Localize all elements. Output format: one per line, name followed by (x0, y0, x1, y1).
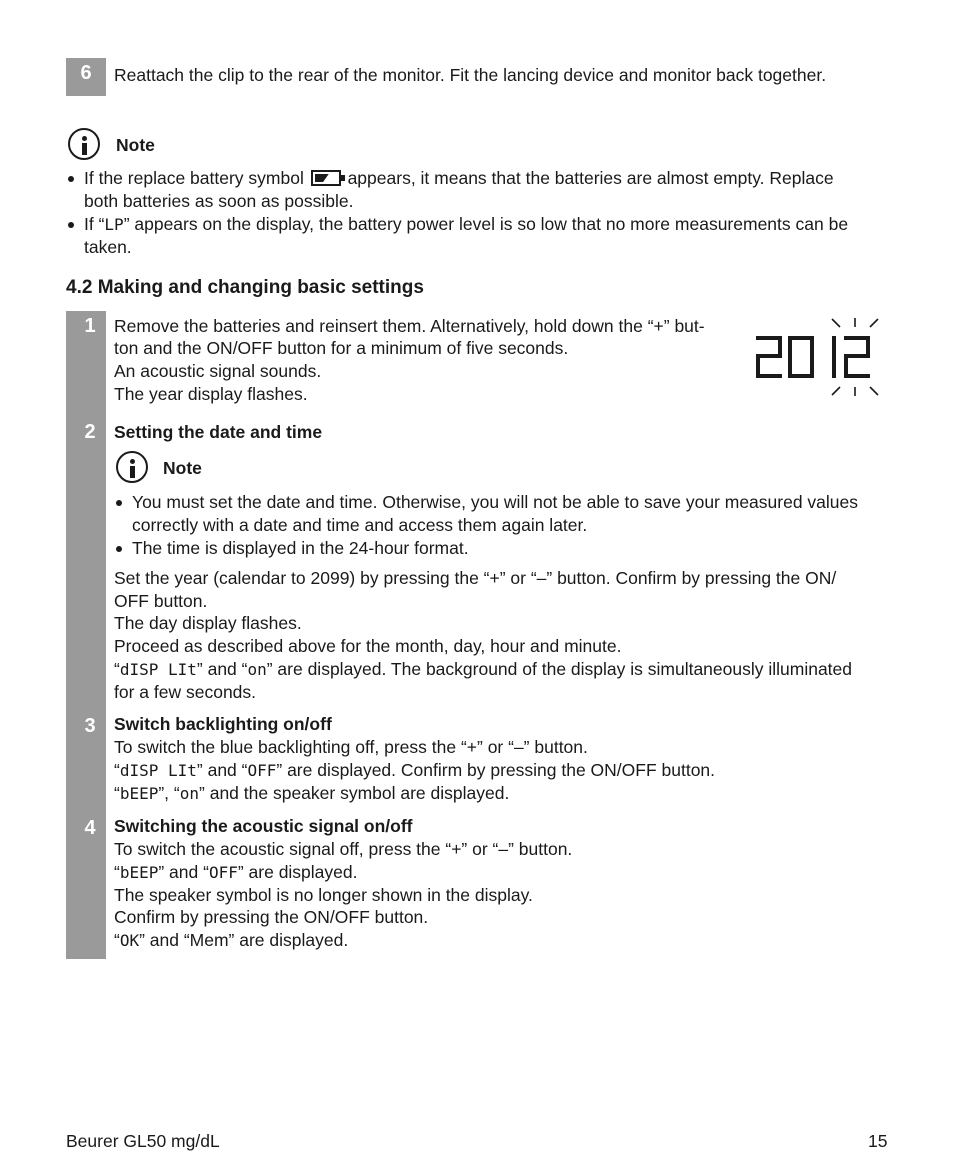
year-display-graphic (750, 316, 890, 398)
step-2-para-5: “dISP LIt” and “on” are displayed. The background of the display is simultaneously illuminated (114, 659, 853, 679)
steps-bar (66, 311, 106, 959)
step-3-title: Switch backlighting on/off (114, 714, 332, 734)
step-2-title: Setting the date and time (114, 422, 323, 442)
bullet (68, 222, 74, 228)
step-2-number: 2 (84, 421, 96, 443)
footer-product: Beurer GL50 mg/dL (66, 1131, 220, 1151)
bullet (116, 500, 122, 506)
step-2-para-3: The day display flashes. (114, 613, 302, 633)
step-2-note-bullet-1-line2: correctly with a date and time and access them again later. (132, 515, 588, 535)
step-4-line2: “bEEP” and “OFF” are displayed. (114, 862, 358, 882)
step-4-line3: The speaker symbol is no longer shown in the display. (114, 885, 533, 905)
footer-page-number: 15 (868, 1131, 888, 1151)
step-4-line4: Confirm by pressing the ON/OFF button. (114, 907, 429, 927)
step-3-number: 3 (84, 715, 96, 737)
section-heading: 4.2 Making and changing basic settings (66, 277, 424, 298)
note-bullet-1-line2: both batteries as soon as possible. (84, 191, 354, 211)
step-6-text: Reattach the clip to the rear of the monitor. Fit the lancing device and monitor back together. (114, 65, 827, 85)
info-icon (116, 451, 148, 483)
step-2-para-2: OFF button. (114, 591, 208, 611)
step-6-number: 6 (80, 62, 92, 84)
step-1-line4: The year display flashes. (114, 384, 308, 404)
note-title: Note (116, 135, 155, 155)
step-1-line2: ton and the ON/OFF button for a minimum of five seconds. (114, 338, 569, 358)
step-1-line1: Remove the batteries and reinsert them. Alternatively, hold down the “+” but- (114, 316, 705, 336)
step-3-line2: “dISP LIt” and “OFF” are displayed. Confirm by pressing the ON/OFF button. (114, 760, 716, 780)
info-icon (68, 128, 100, 160)
step-2-para-1: Set the year (calendar to 2099) by pressing the “+” or “–” button. Confirm by pressing the ON/ (114, 568, 837, 588)
step-4-line1: To switch the acoustic signal off, press the “+” or “–” button. (114, 839, 573, 859)
step-2-note-bullet-1: You must set the date and time. Otherwise, you will not be able to save your measured values (132, 492, 859, 512)
note-bullet-2: If “LP” appears on the display, the battery power level is so low that no more measurements can be (84, 214, 849, 234)
note-bullet-2-line2: taken. (84, 237, 132, 257)
step-1-number: 1 (84, 315, 96, 337)
step-4-line5: “OK” and “Mem” are displayed. (114, 930, 349, 950)
step-4-title: Switching the acoustic signal on/off (114, 816, 413, 836)
step-4-number: 4 (84, 817, 96, 839)
step-1-line3: An acoustic signal sounds. (114, 361, 322, 381)
step-2-para-4: Proceed as described above for the month, day, hour and minute. (114, 636, 622, 656)
step-2-note-title: Note (163, 458, 202, 478)
note-bullet-1: If the replace battery symbol appears, it means that the batteries are almost empty. Replace (84, 168, 834, 188)
step-2-note-bullet-2: The time is displayed in the 24-hour format. (132, 538, 469, 558)
step-3-line3: “bEEP”, “on” and the speaker symbol are displayed. (114, 783, 510, 803)
step-2-para-6: for a few seconds. (114, 682, 257, 702)
battery-icon (311, 170, 341, 186)
bullet (68, 176, 74, 182)
step-3-line1: To switch the blue backlighting off, press the “+” or “–” button. (114, 737, 588, 757)
bullet (116, 546, 122, 552)
